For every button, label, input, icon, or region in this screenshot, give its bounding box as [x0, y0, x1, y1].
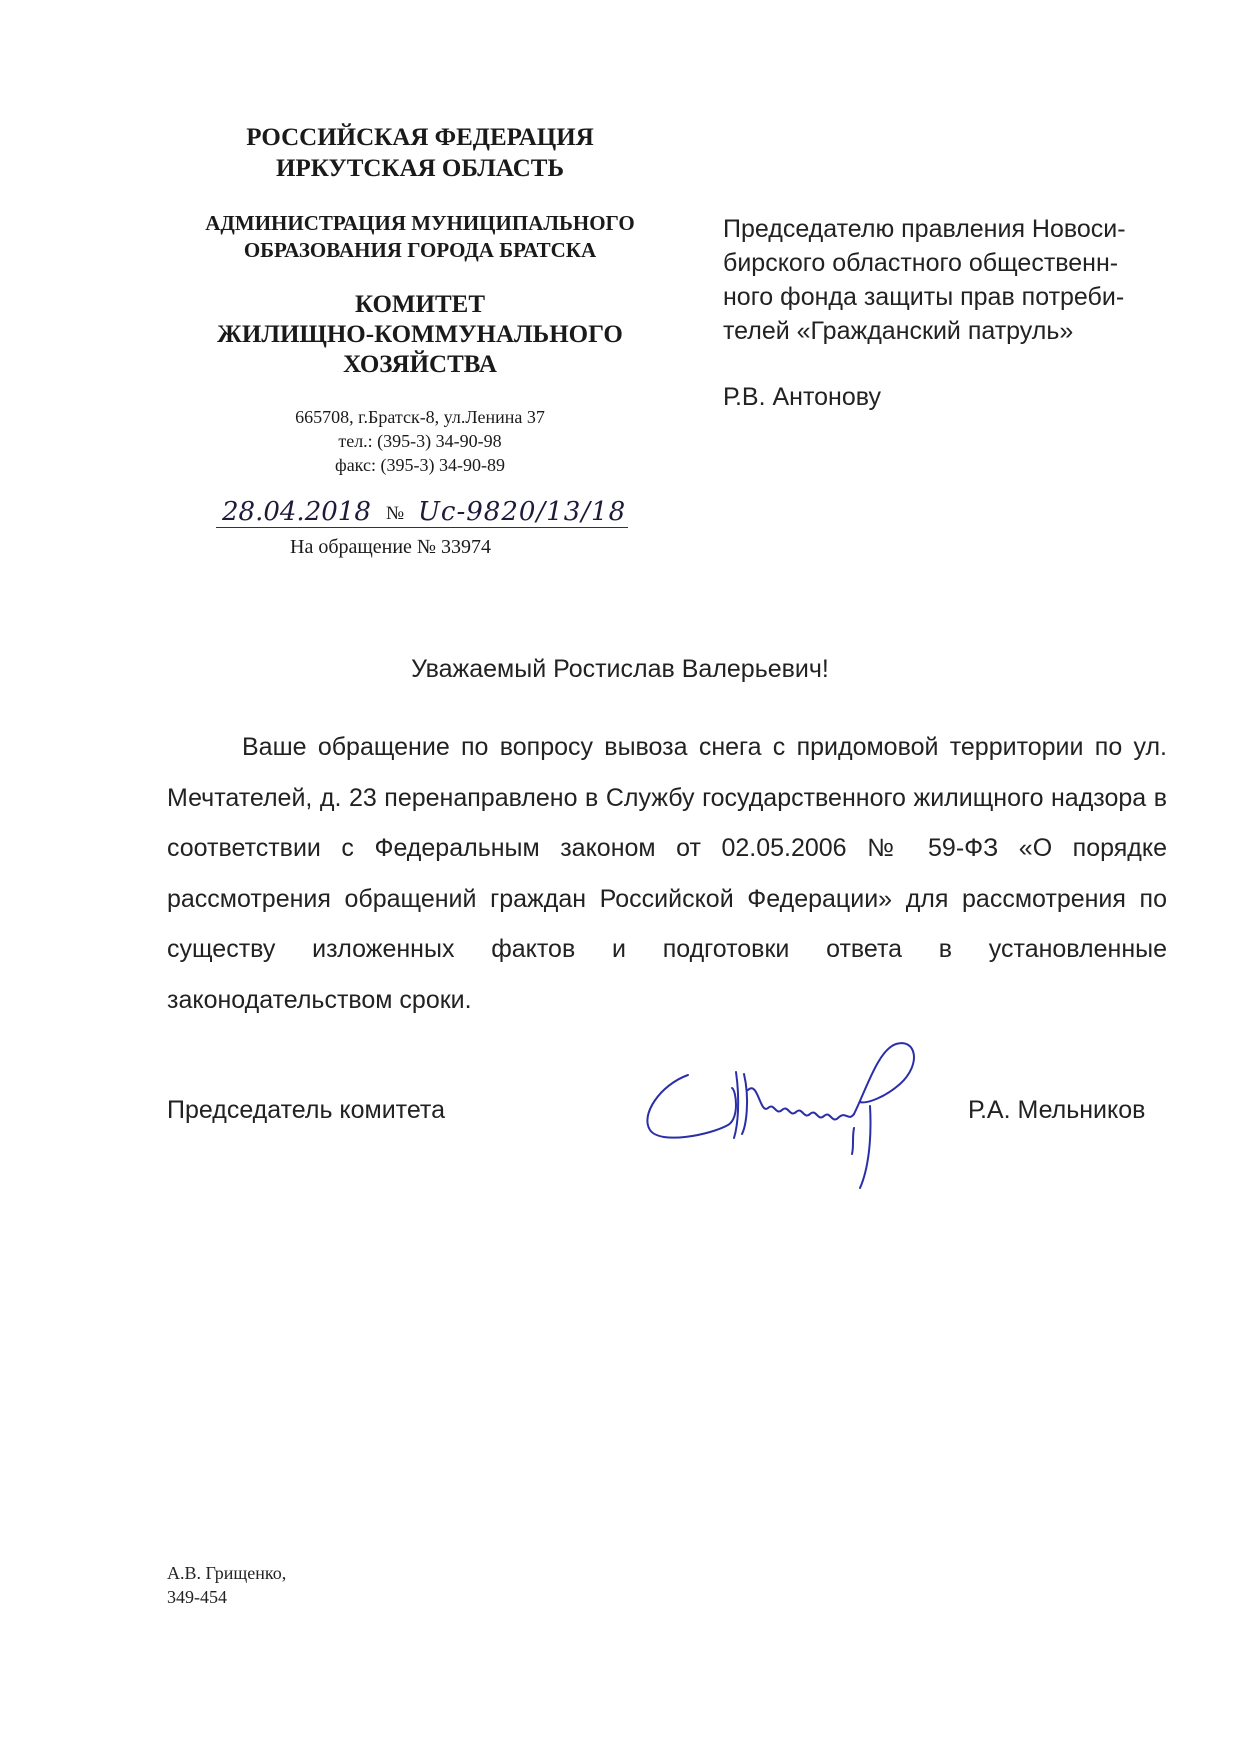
admin-line-2: ОБРАЗОВАНИЯ ГОРОДА БРАТСКА [243, 238, 597, 262]
committee-line-3: ХОЗЯЙСТВА [343, 351, 497, 378]
addressee-line-2: бирского областного общественн- [723, 249, 1119, 277]
letter-body: Ваше обращение по вопросу вывоза снега с придомовой территории по ул. Мечтателей, д. 23 перенаправлено в Службу государственного жилищного надзора в соответствии с Федеральным законом от 02.05.2006 № 59-ФЗ «О порядке рассмотрения обращений граждан Российской Федерации» для рассмотрения по существу изложенных фактов и подготовки ответа в установленные законодательством сроки. [167, 733, 1167, 1014]
admin-line-1: АДМИНИСТРАЦИЯ МУНИЦИПАЛЬНОГО [205, 211, 635, 235]
appeal-reference: На обращение № 33974 [290, 536, 492, 558]
letter-greeting: Уважаемый Ростислав Валерьевич! [411, 655, 829, 683]
sender-country: РОССИЙСКАЯ ФЕДЕРАЦИЯ [246, 124, 594, 151]
handwritten-signature [640, 1030, 970, 1200]
registration-number-sign: № [386, 503, 405, 524]
executor-block [167, 1561, 286, 1609]
addressee-line-1: Председателю правления Новоси- [723, 215, 1126, 243]
registration-number: Uc-9820/13/18 [418, 497, 627, 527]
addressee-line-3: ного фонда защиты прав потреби- [723, 283, 1125, 311]
sender-contacts [230, 405, 610, 477]
sender-region: ИРКУТСКАЯ ОБЛАСТЬ [276, 155, 564, 182]
committee-line-1: КОМИТЕТ [354, 291, 486, 318]
registration-date: 28.04.2018 [222, 497, 371, 527]
sender-administration [160, 210, 680, 264]
registration-block [210, 497, 650, 567]
addressee-block [723, 212, 1183, 348]
sender-phone: тел.: (395-3) 34-90-98 [338, 431, 502, 451]
sender-committee [180, 290, 660, 380]
executor-name: А.В. Грищенко, [167, 1563, 287, 1583]
addressee-line-4: телей «Гражданский патруль» [723, 317, 1074, 345]
addressee-name: Р.В. Антонову [723, 383, 881, 411]
signatory-position: Председатель комитета [167, 1096, 446, 1124]
executor-phone: 349-454 [167, 1587, 227, 1607]
signatory-name: Р.А. Мельников [968, 1096, 1146, 1124]
committee-line-2: ЖИЛИЩНО-КОММУНАЛЬНОГО [217, 321, 623, 348]
sender-fax: факс: (395-3) 34-90-89 [335, 455, 505, 475]
registration-underline [216, 527, 628, 528]
sender-address: 665708, г.Братск-8, ул.Ленина 37 [295, 407, 545, 427]
sender-state-header [180, 122, 660, 184]
